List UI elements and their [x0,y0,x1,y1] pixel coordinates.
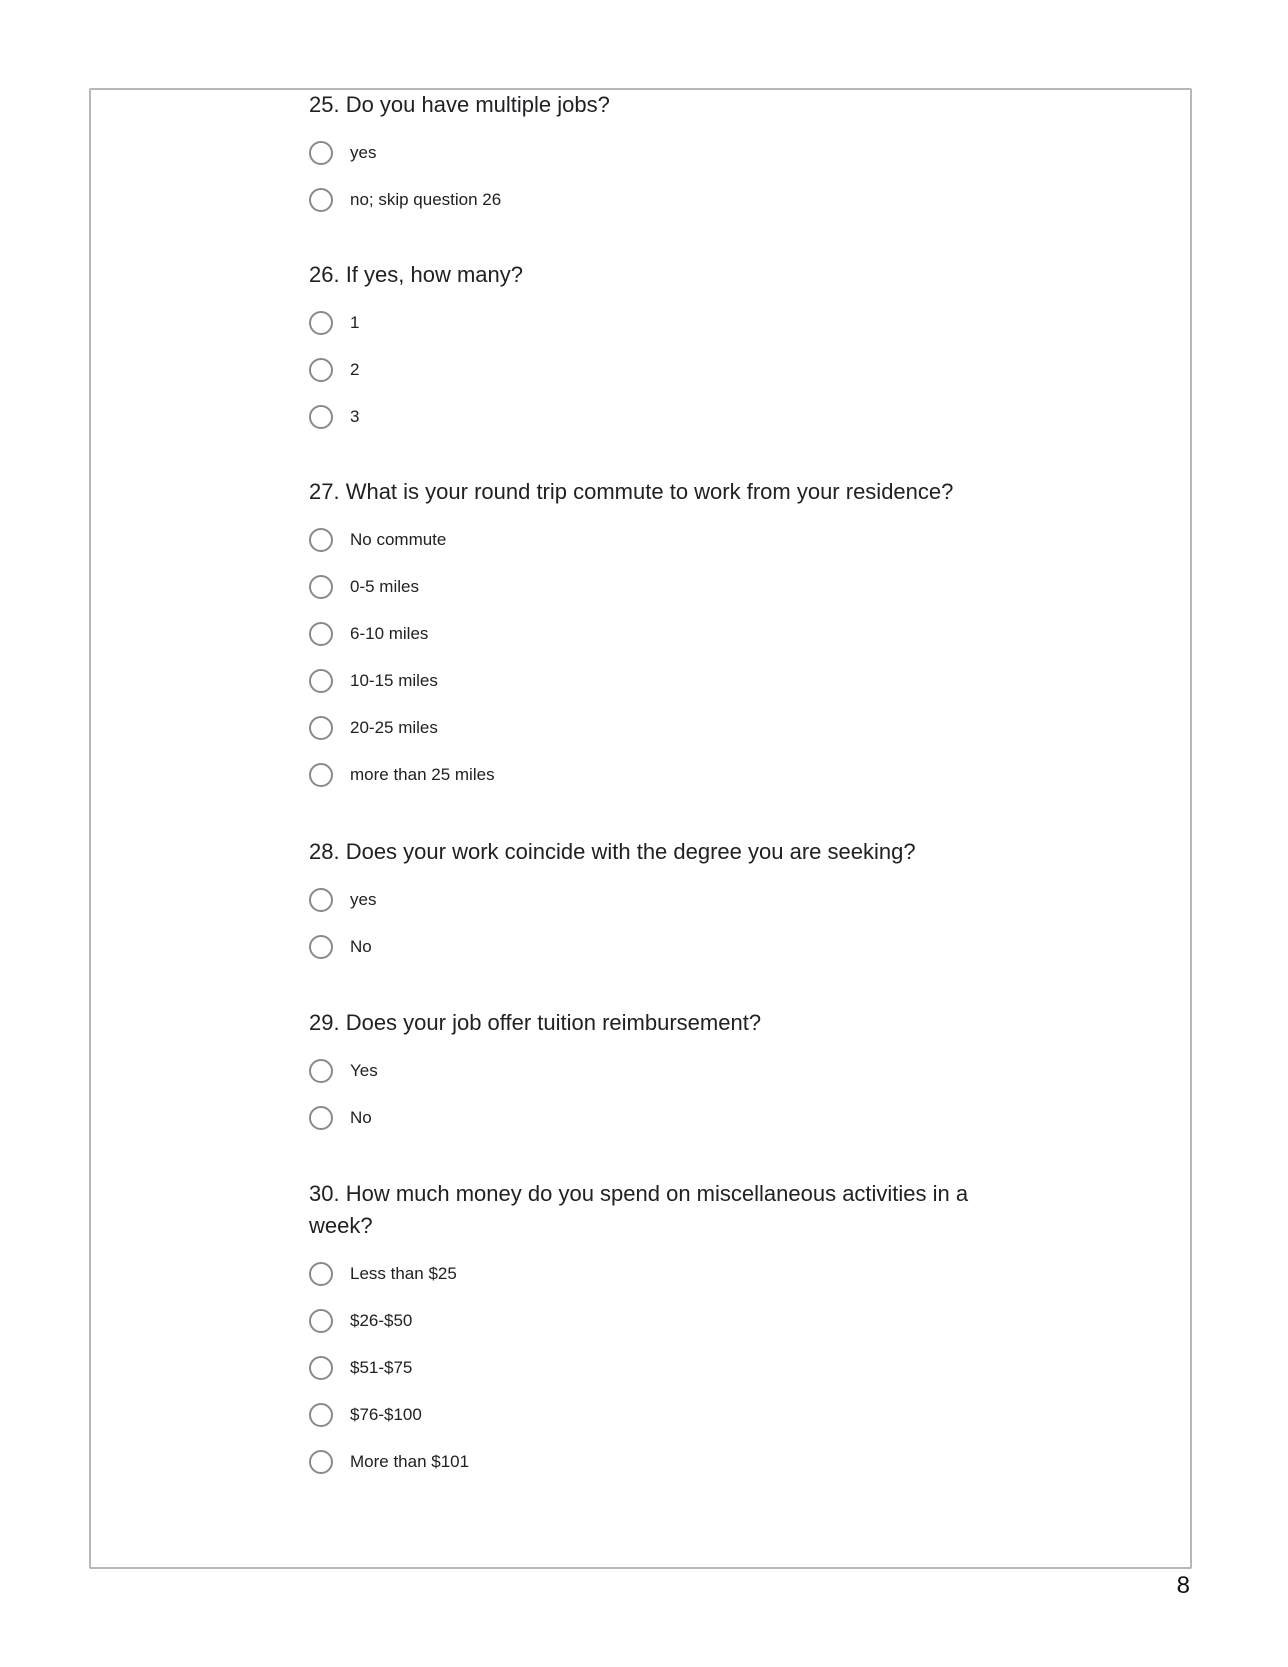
page-number: 8 [1176,1572,1190,1599]
radio-button[interactable] [309,528,333,552]
question-27 [309,476,989,798]
radio-button[interactable] [309,1309,333,1333]
option-label: No commute [350,529,447,549]
option-label: 3 [350,406,360,426]
radio-option[interactable] [309,1297,989,1344]
radio-button[interactable] [309,716,333,740]
radio-option[interactable] [309,1438,989,1485]
option-label: 0-5 miles [350,576,419,596]
question-26 [309,259,989,440]
question-29 [309,1007,989,1141]
question-title: 26. If yes, how many? [309,262,523,287]
option-label: More than $101 [350,1451,470,1471]
radio-option[interactable] [309,299,989,346]
radio-button[interactable] [309,188,333,212]
radio-button[interactable] [309,1450,333,1474]
radio-button[interactable] [309,888,333,912]
option-label: yes [350,889,377,909]
radio-option[interactable] [309,657,989,704]
question-title: 27. What is your round trip commute to work from your residence? [309,479,954,504]
option-label: $76-$100 [350,1404,422,1424]
option-label: $51-$75 [350,1357,413,1377]
radio-option[interactable] [309,346,989,393]
radio-option[interactable] [309,1344,989,1391]
radio-option[interactable] [309,1391,989,1438]
radio-button[interactable] [309,1262,333,1286]
radio-option[interactable] [309,563,989,610]
radio-option[interactable] [309,393,989,440]
question-28 [309,836,989,970]
radio-button[interactable] [309,669,333,693]
radio-option[interactable] [309,704,989,751]
radio-option[interactable] [309,129,989,176]
question-30 [309,1178,989,1485]
question-title: 30. How much money do you spend on miscellaneous activities in a week? [309,1181,969,1238]
radio-button[interactable] [309,141,333,165]
option-label: 20-25 miles [350,717,438,737]
radio-option[interactable] [309,516,989,563]
radio-option[interactable] [309,1094,989,1141]
option-label: 2 [350,359,360,379]
radio-button[interactable] [309,405,333,429]
option-label: Yes [350,1060,378,1080]
radio-button[interactable] [309,935,333,959]
option-label: yes [350,142,377,162]
radio-option[interactable] [309,876,989,923]
option-label: 6-10 miles [350,623,429,643]
radio-button[interactable] [309,1059,333,1083]
radio-option[interactable] [309,923,989,970]
radio-button[interactable] [309,1106,333,1130]
radio-button[interactable] [309,575,333,599]
option-label: Less than $25 [350,1263,457,1283]
option-label: 10-15 miles [350,670,438,690]
option-label: No [350,936,372,956]
radio-option[interactable] [309,1250,989,1297]
radio-option[interactable] [309,1047,989,1094]
option-label: $26-$50 [350,1310,413,1330]
option-label: No [350,1107,372,1127]
radio-button[interactable] [309,622,333,646]
radio-button[interactable] [309,358,333,382]
question-title: 25. Do you have multiple jobs? [309,92,610,117]
question-title: 28. Does your work coincide with the degree you are seeking? [309,839,916,864]
radio-option[interactable] [309,176,989,223]
radio-option[interactable] [309,610,989,657]
radio-button[interactable] [309,1403,333,1427]
radio-button[interactable] [309,763,333,787]
option-label: 1 [350,312,360,332]
radio-button[interactable] [309,1356,333,1380]
option-label: more than 25 miles [350,764,495,784]
option-label: no; skip question 26 [350,189,502,209]
radio-option[interactable] [309,751,989,798]
question-title: 29. Does your job offer tuition reimbursement? [309,1010,762,1035]
question-25 [309,89,989,223]
radio-button[interactable] [309,311,333,335]
